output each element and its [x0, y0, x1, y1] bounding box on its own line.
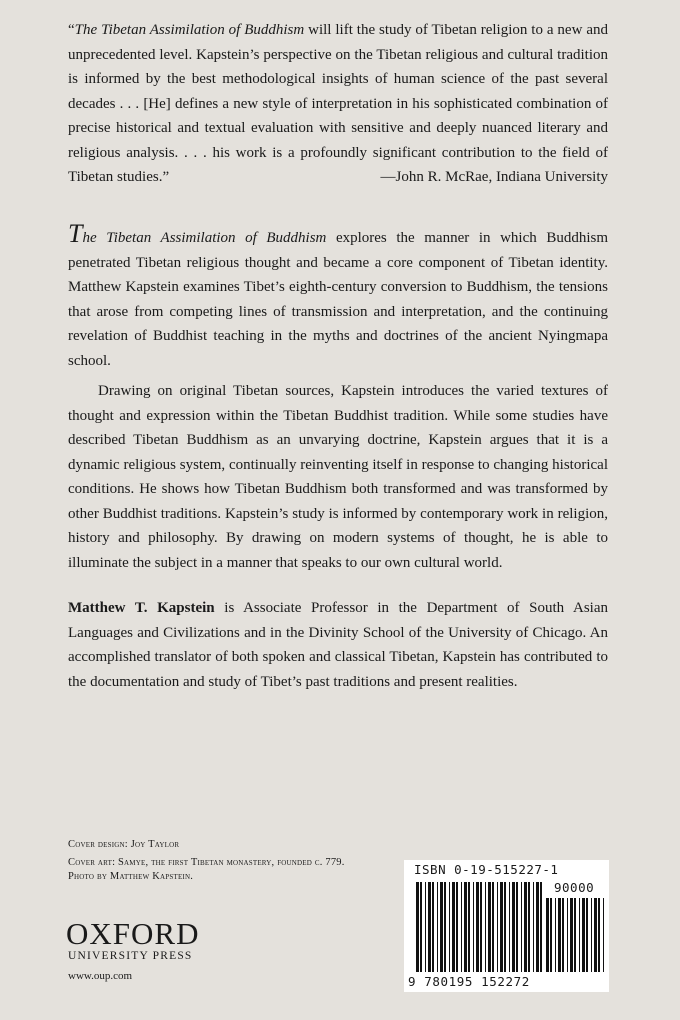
description-para1-text: explores the manner in which Buddhism penetrated Tibetan religious thought and became a core component of Tibetan identity. Matthew Kapstein examines Tibet’s eighth-century conversion to Buddhism, the tensions that arose from competing lines of transmission and interpretation, and the continuing revelation of Buddhist teaching in the myths and doctrines of the ancient Nyingmapa school.	[68, 230, 608, 369]
barcode-bar	[416, 882, 419, 972]
barcode-bar	[476, 882, 479, 972]
barcode-bar	[570, 898, 573, 972]
description-book-title: he Tibetan Assimilation of Buddhism	[82, 230, 327, 246]
barcode-bar	[452, 882, 455, 972]
barcode-bar	[536, 882, 539, 972]
barcode-bar	[468, 882, 470, 972]
barcode-bar	[464, 882, 467, 972]
barcode-bar	[540, 882, 542, 972]
quote-book-title: The Tibetan Assimilation of Buddhism	[74, 22, 305, 38]
barcode-bar	[594, 898, 597, 972]
barcode-bar	[425, 882, 426, 972]
publisher-logo: OXFORD	[66, 916, 200, 951]
barcode-bar	[586, 898, 588, 972]
barcode-bar	[550, 898, 552, 972]
barcode-bar	[521, 882, 522, 972]
barcode-bar	[432, 882, 434, 972]
barcode-bar	[497, 882, 498, 972]
quote-text	[68, 18, 608, 190]
author-bio	[68, 596, 608, 694]
bio-paragraph	[68, 596, 608, 694]
barcode-bar	[504, 882, 506, 972]
barcode-bar	[579, 898, 580, 972]
quote-body: will lift the study of Tibetan religion to a new and unprecedented level. Kapstein’s perspective on the Tibetan religious and cultural tradition is informed by the best methodological insights of human science of the past several decades . . . [He] defines a new style of interpretation in his sophisticated combination of precise historical and textual evaluation with sensitive and deeply nuanced literary and religious analysis. . . . his work is a profoundly significant contribution to the field of Tibetan studies.”	[68, 22, 608, 185]
barcode-bar	[449, 882, 450, 972]
barcode-bar	[574, 898, 576, 972]
barcode-bar	[528, 882, 530, 972]
barcode-bar	[555, 898, 556, 972]
publisher-url: www.oup.com	[68, 970, 133, 982]
publisher-subtitle: UNIVERSITY PRESS	[68, 950, 193, 962]
barcode-bar	[500, 882, 503, 972]
barcode-bar	[603, 898, 604, 972]
barcode-bar	[437, 882, 438, 972]
isbn-text: ISBN 0-19-515227-1	[414, 862, 559, 877]
barcode-bars	[404, 860, 609, 992]
cover-art-credit: Cover art: Samye, the first Tibetan monastery, founded c. 779. Photo by Matthew Kapstein.	[68, 857, 345, 882]
book-description	[68, 219, 608, 575]
barcode-bar	[485, 882, 486, 972]
cover-credits	[68, 838, 368, 884]
barcode-bar	[598, 898, 600, 972]
barcode-bar	[444, 882, 446, 972]
barcode-bar	[420, 882, 422, 972]
dropcap: T	[68, 219, 83, 248]
barcode-digits: 9 780195 152272	[408, 974, 530, 989]
barcode-bar	[428, 882, 431, 972]
description-paragraph-1	[68, 219, 608, 373]
barcode-bar	[591, 898, 592, 972]
barcode-bar	[440, 882, 443, 972]
barcode-bar	[558, 898, 561, 972]
barcode-bar	[461, 882, 462, 972]
barcode-bar	[480, 882, 482, 972]
barcode-bar	[512, 882, 515, 972]
cover-design-credit: Cover design: Joy Taylor	[68, 839, 180, 850]
barcode-bar	[473, 882, 474, 972]
barcode-bar	[582, 898, 585, 972]
barcode-bar	[509, 882, 510, 972]
barcode-bar	[492, 882, 494, 972]
barcode-bar	[516, 882, 518, 972]
barcode-bar	[567, 898, 568, 972]
description-paragraph-2: Drawing on original Tibetan sources, Kapstein introduces the varied textures of thought and expression within the Tibetan Buddhist tradition. While some studies have described Tibetan Buddhism as an unvarying doctrine, Kapstein argues that it is a dynamic religious system, continually reinventing itself in response to changing historical conditions. He shows how Tibetan Buddhism both transformed and was transformed by other Buddhist traditions. Kapstein’s study is informed by contemporary work in religion, history and philosophy. By drawing on modern systems of thought, he is able to illuminate the subject in a manner that speaks to our own cultural world.	[68, 383, 608, 571]
author-name: Matthew T. Kapstein	[68, 600, 215, 616]
barcode-bar	[533, 882, 534, 972]
barcode-bar	[546, 898, 549, 972]
quote-attribution: —John R. McRae, Indiana University	[380, 169, 608, 185]
bio-text: is Associate Professor in the Department of South Asian Languages and Civilizations and in the Divinity School of the University of Chicago. An accomplished translator of both spoken and classical Tibetan, Kapstein has contributed to the documentation and study of Tibet’s past traditions and present realities.	[68, 600, 608, 690]
barcode-bar	[456, 882, 458, 972]
price-code: 90000	[554, 880, 595, 895]
barcode-bar	[562, 898, 564, 972]
review-quote	[68, 18, 608, 190]
open-quote-mark: “	[68, 22, 75, 38]
barcode-bar	[524, 882, 527, 972]
barcode-bar	[488, 882, 491, 972]
barcode-area	[404, 860, 609, 992]
